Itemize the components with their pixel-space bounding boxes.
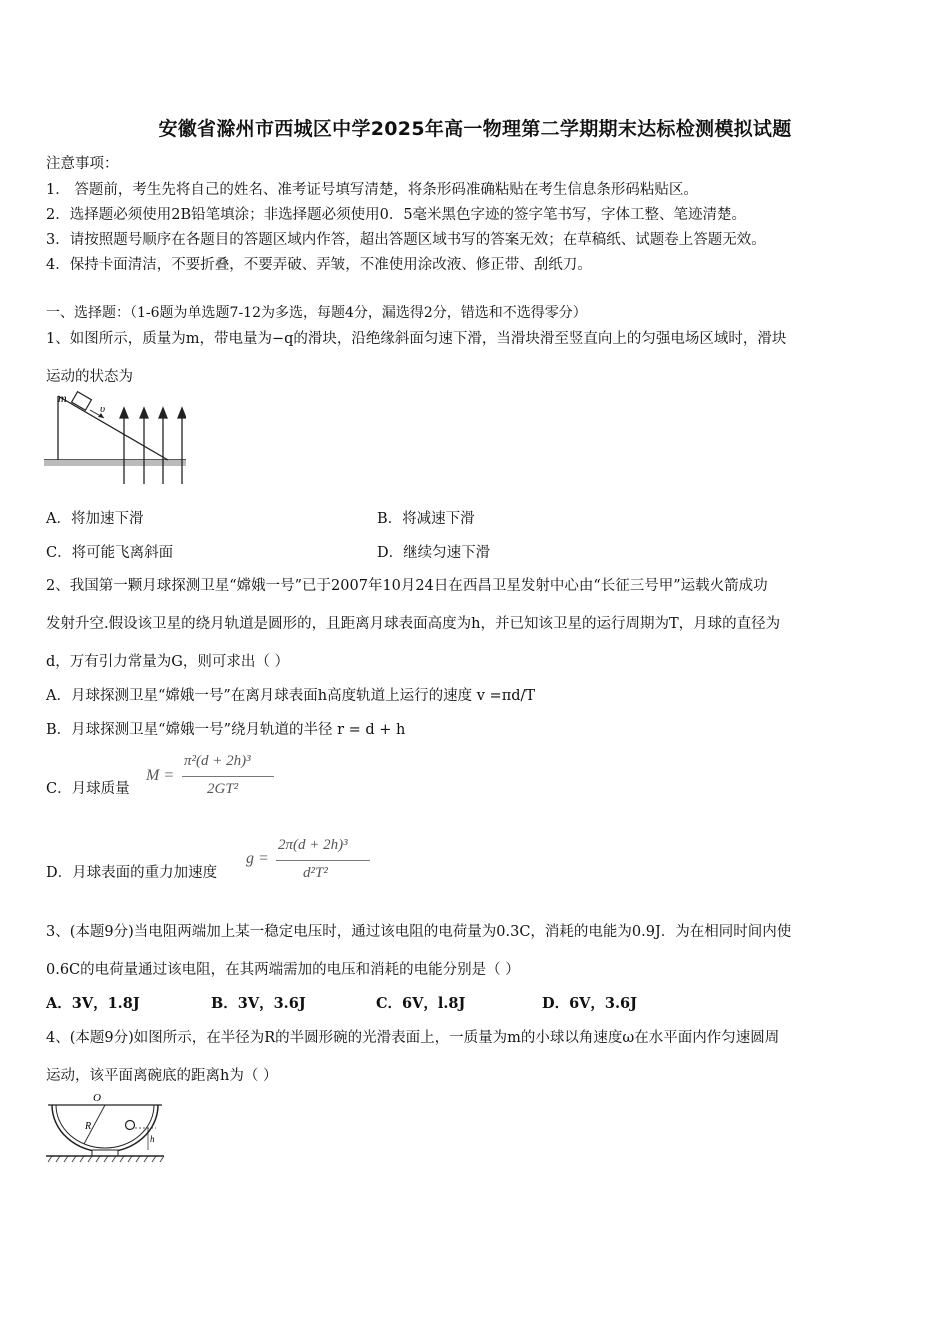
q2-stem-line1: 2、我国第一颗月球探测卫星“嫦娥一号”已于2007年10月24日在西昌卫星发射中心由“长征三号甲”运载火箭成功: [46, 578, 768, 594]
q1-stem-line1: 1、如图所示，质量为m，带电量为−q的滑块，沿绝缘斜面匀速下滑，当滑块滑至竖直向上的匀强电场区域时，滑块: [46, 331, 787, 347]
table-hatch: [48, 1156, 164, 1162]
q2-option-d-label: D．月球表面的重力加速度: [46, 865, 218, 881]
q4-stem-line2: 运动，该平面离碗底的距离h为（ ）: [46, 1068, 278, 1084]
formula-d-numerator: 2π(d + 2h)³: [278, 837, 348, 853]
field-arrow-2: [140, 408, 148, 418]
radius-label: R: [85, 1121, 92, 1132]
q2-stem-line3: d，万有引力常量为G，则可求出（ ）: [46, 654, 289, 670]
notice-item-3: 3．请按照题号顺序在各题目的答题区域内作答，超出答题区域书写的答案无效；在草稿纸、试题卷上答题无效。: [46, 232, 766, 248]
mass-label: m: [58, 391, 67, 405]
velocity-label: υ: [100, 403, 106, 415]
formula-c-fraction-bar: [182, 776, 274, 777]
ground-hatch: [44, 460, 186, 466]
ball: [126, 1121, 135, 1130]
bowl-figure: [44, 1090, 166, 1166]
q3-option-c: C．6V，l.8J: [376, 995, 466, 1012]
slider-block: [72, 392, 92, 410]
q3-option-b: B．3V，3.6J: [211, 995, 306, 1012]
q1-option-c: C．将可能飞离斜面: [46, 545, 174, 561]
q1-option-b: B．将减速下滑: [377, 511, 475, 527]
notice-heading: 注意事项：: [46, 156, 119, 172]
incline-electric-field-figure: [44, 390, 186, 486]
center-label: O: [93, 1092, 101, 1104]
field-arrow-4: [178, 408, 186, 418]
field-arrow-1: [120, 408, 128, 418]
q3-option-a: A．3V，1.8J: [46, 995, 140, 1012]
q1-option-a: A．将加速下滑: [46, 511, 144, 527]
q3-stem-line2: 0.6C的电荷量通过该电阻，在其两端需加的电压和消耗的电能分别是（ ）: [46, 962, 520, 978]
height-label: h: [150, 1134, 155, 1144]
q2-option-a: A．月球探测卫星“嫦娥一号”在离月球表面h高度轨道上运行的速度 v =πd/T: [46, 688, 536, 704]
formula-d-denominator: d²T²: [303, 865, 328, 881]
formula-c-lhs: M =: [146, 767, 175, 784]
formula-c-denominator: 2GT²: [207, 781, 239, 797]
q4-stem-line1: 4、(本题9分)如图所示，在半径为R的半圆形碗的光滑表面上，一质量为m的小球以角速度ω在水平面内作匀速圆周: [46, 1030, 780, 1046]
notice-item-4: 4．保持卡面清洁，不要折叠，不要弄破、弄皱，不准使用涂改液、修正带、刮纸刀。: [46, 257, 592, 273]
q3-option-d: D．6V，3.6J: [542, 995, 638, 1012]
page-title: 安徽省滁州市西城区中学2025年高一物理第二学期期末达标检测模拟试题: [158, 118, 792, 140]
notice-item-1: 1． 答题前，考生先将自己的姓名、准考证号填写清楚，将条形码准确粘贴在考生信息条形码粘贴区。: [46, 182, 698, 198]
formula-d-fraction-bar: [276, 860, 370, 861]
incline-slope: [58, 396, 168, 460]
q3-stem-line1: 3、(本题9分)当电阻两端加上某一稳定电压时，通过该电阻的电荷量为0.3C，消耗的电能为0.9J．为在相同时间内使: [46, 924, 792, 940]
bowl-outer: [52, 1105, 158, 1152]
field-arrow-3: [159, 408, 167, 418]
q2-option-b: B．月球探测卫星“嫦娥一号”绕月轨道的半径 r = d + h: [46, 722, 406, 738]
notice-item-2: 2．选择题必须使用2B铅笔填涂；非选择题必须使用0．5毫米黑色字迹的签字笔书写，字体工整、笔迹清楚。: [46, 207, 747, 223]
formula-c-numerator: π²(d + 2h)³: [184, 753, 251, 769]
q1-option-d: D．继续匀速下滑: [377, 545, 491, 561]
q2-option-c-label: C．月球质量: [46, 781, 130, 797]
q1-stem-line2: 运动的状态为: [46, 369, 133, 385]
formula-d-lhs: g =: [246, 850, 269, 867]
bowl-base: [92, 1150, 118, 1156]
section-heading: 一、选择题：（1-6题为单选题7-12为多选，每题4分，漏选得2分，错选和不选得零分）: [46, 305, 587, 321]
q2-stem-line2: 发射升空.假设该卫星的绕月轨道是圆形的，且距离月球表面高度为h，并已知该卫星的运行周期为T，月球的直径为: [46, 616, 781, 632]
